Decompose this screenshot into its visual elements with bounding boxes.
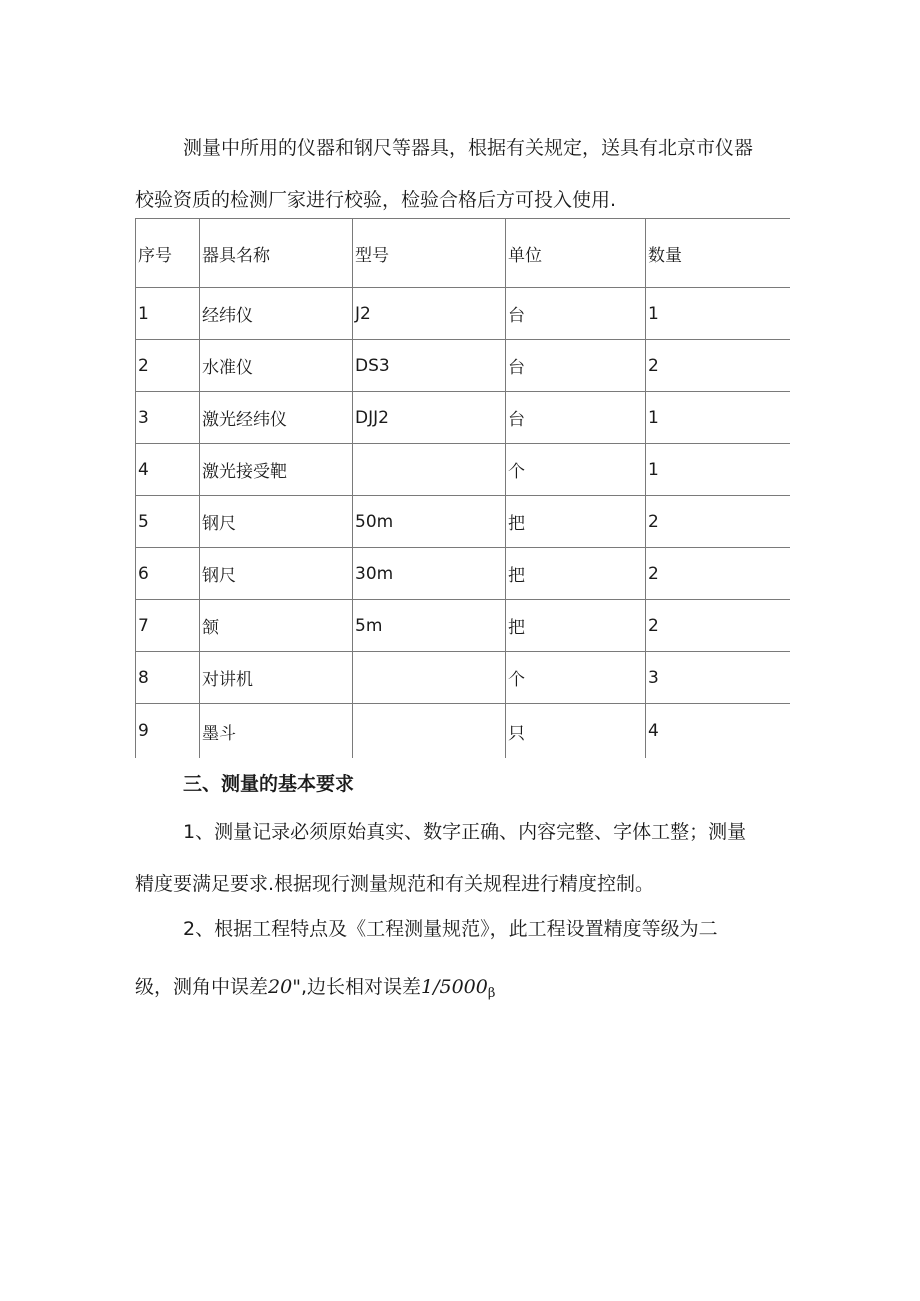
cell-name: 钢尺 [200,548,353,600]
cell-quantity: 1 [646,288,790,340]
cell-unit: 个 [506,652,646,704]
cell-name: 激光接受靶 [200,444,353,496]
cell-name: 墨斗 [200,704,353,759]
cell-name: 经纬仪 [200,288,353,340]
relative-error-value: 1/5000 [420,976,488,998]
cell-index: 8 [136,652,200,704]
requirement-2 [135,900,790,1023]
cell-unit: 把 [506,600,646,652]
table-row [136,600,790,652]
cell-index: 1 [136,288,200,340]
cell-unit: 把 [506,496,646,548]
cell-model [353,704,506,759]
table-row [136,392,790,444]
relative-error-subscript: β [487,986,496,1001]
cell-model: DJJ2 [353,392,506,444]
cell-quantity: 2 [646,496,790,548]
cell-unit: 台 [506,392,646,444]
equipment-table [135,218,790,758]
cell-quantity: 2 [646,600,790,652]
cell-unit: 台 [506,340,646,392]
table-row [136,548,790,600]
requirement-2-mid-text: ,边长相对误差 [300,976,421,998]
cell-index: 5 [136,496,200,548]
cell-unit: 个 [506,444,646,496]
cell-quantity: 1 [646,444,790,496]
cell-quantity: 3 [646,652,790,704]
requirement-1-line-2: 精度要满足要求.根据现行测量规范和有关规程进行精度控制。 [135,873,655,895]
intro-line-2: 校验资质的检测厂家进行校验，检验合格后方可投入使用. [135,189,617,211]
cell-model: 30m [353,548,506,600]
cell-index: 3 [136,392,200,444]
table-row [136,652,790,704]
requirement-1-line-1: 1、测量记录必须原始真实、数字正确、内容完整、字体工整；测量 [183,821,747,843]
cell-quantity: 2 [646,548,790,600]
cell-name: 钢尺 [200,496,353,548]
requirement-2-line-2 [135,958,790,1023]
header-cell-name: 器具名称 [200,219,353,288]
cell-index: 2 [136,340,200,392]
section-title: 三、测量的基本要求 [183,773,355,795]
cell-quantity: 2 [646,340,790,392]
cell-unit: 只 [506,704,646,759]
cell-model [353,444,506,496]
cell-name: 颔 [200,600,353,652]
table-row [136,444,790,496]
requirement-1 [135,806,790,910]
cell-model: 5m [353,600,506,652]
cell-quantity: 1 [646,392,790,444]
cell-index: 7 [136,600,200,652]
table-row [136,340,790,392]
cell-model [353,652,506,704]
cell-quantity: 4 [646,704,790,759]
table-row [136,496,790,548]
cell-name: 水准仪 [200,340,353,392]
header-cell-model: 型号 [353,219,506,288]
header-cell-unit: 单位 [506,219,646,288]
cell-index: 9 [136,704,200,759]
cell-model: 50m [353,496,506,548]
requirement-2-line-1: 2、根据工程特点及《工程测量规范》，此工程设置精度等级为二 [183,918,718,940]
cell-model: DS3 [353,340,506,392]
table-row [136,704,790,759]
angle-error-value: 20" [268,976,301,998]
header-cell-quantity: 数量 [646,219,790,288]
cell-model: J2 [353,288,506,340]
cell-unit: 台 [506,288,646,340]
intro-paragraph [135,122,790,226]
cell-unit: 把 [506,548,646,600]
cell-index: 6 [136,548,200,600]
cell-index: 4 [136,444,200,496]
header-cell-index: 序号 [136,219,200,288]
intro-line-1: 测量中所用的仪器和钢尺等器具，根据有关规定，送具有北京市仪器 [183,137,754,159]
requirement-2-text: 级，测角中误差 [135,976,269,998]
table-row [136,288,790,340]
table-header-row [136,219,790,288]
cell-name: 激光经纬仪 [200,392,353,444]
cell-name: 对讲机 [200,652,353,704]
